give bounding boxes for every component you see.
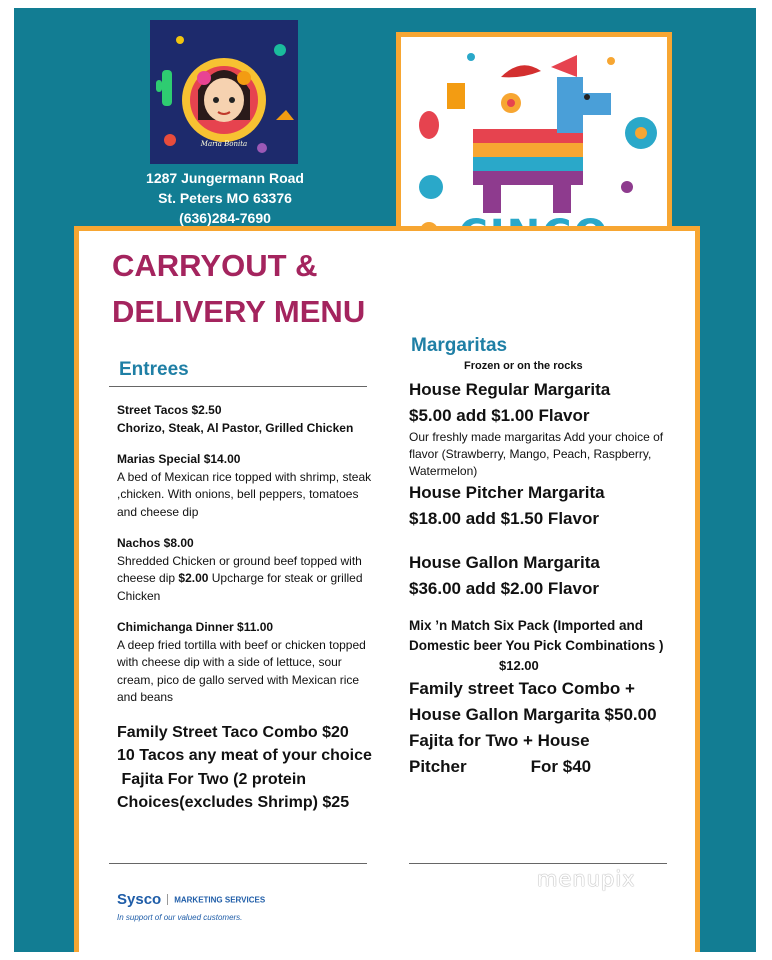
item-desc: Chorizo, Steak, Al Pastor, Grilled Chicken [117,420,354,435]
house-gallon-price: $36.00 add $2.00 Flavor [409,579,599,598]
sysco-branding [117,891,265,922]
title-line-2: DELIVERY MENU [112,294,366,329]
restaurant-address [125,168,325,228]
family-combo: Family street Taco Combo + House Gallon Margarita $50.00 [409,679,657,724]
six-pack-price: $12.00 [499,658,539,673]
fajita-pitcher-price: For $40 [530,757,592,776]
item-name: Nachos $8.00 [117,536,194,550]
fajita-pitcher-line-1: Fajita for Two + House [409,731,590,750]
margaritas-heading: Margaritas [411,335,508,356]
left-divider [109,863,367,864]
item-desc-part: Upcharge for steak or grilled Chicken [117,571,363,603]
fajita-pitcher-line-2 [409,754,689,780]
divider [167,894,168,905]
item-desc [117,553,377,606]
house-pitcher-name: House Pitcher Margarita [409,483,605,502]
restaurant-logo [150,20,298,164]
item-desc-upcharge: $2.00 [178,571,209,585]
item-desc: A bed of Mexican rice topped with shrimp, steak ,chicken. With onions, bell peppers, tomatoes and cheese dip [117,469,372,519]
item-name: Street Tacos $2.50 [117,403,222,417]
menu-card [74,226,700,952]
item-desc-part: Shredded Chicken or ground beef topped with cheese dip [117,553,362,585]
menu-item-chimichanga [117,619,377,707]
item-desc: A deep fried tortilla with beef or chicken topped with cheese dip with a side of lettuce, sour cream, pico de gallo served with Mexican rice and beans [117,637,366,704]
entrees-divider [109,386,367,387]
house-gallon-name: House Gallon Margarita [409,553,600,572]
entrees-list [117,402,377,815]
house-regular-desc: Our freshly made margaritas Add your choice of flavor (Strawberry, Mango, Peach, Raspberry, Watermelon) [409,430,664,478]
combo-line: 10 Tacos any meat of your choice [117,747,372,764]
sysco-tagline: In support of our valued customers. [117,913,243,922]
house-regular-name: House Regular Margarita [409,380,611,399]
margaritas-subtitle: Frozen or on the rocks [464,360,583,372]
title-line-1: CARRYOUT & [112,248,318,283]
right-divider [409,863,667,864]
combo-specials [117,721,377,815]
combo-line: Family Street Taco Combo $20 [117,723,349,741]
page-title [112,243,365,335]
margaritas-list [409,377,689,780]
address-phone: (636)284-7690 [179,210,271,226]
house-pitcher-price: $18.00 add $1.50 Flavor [409,509,599,528]
address-street: 1287 Jungermann Road [146,170,304,186]
house-regular-price: $5.00 add $1.00 Flavor [409,406,590,425]
menu-item-street-tacos [117,402,377,437]
six-pack-desc: Mix ’n Match Six Pack (Imported and Domestic beer You Pick Combinations ) [409,618,664,653]
entrees-heading: Entrees [119,359,189,380]
item-name: Marias Special $14.00 [117,452,241,466]
menu-item-marias-special [117,451,377,521]
menu-item-nachos [117,535,377,605]
combo-line: Fajita For Two (2 protein Choices(excludes Shrimp) $25 [117,770,350,811]
address-city: St. Peters MO 63376 [158,190,292,206]
menupix-watermark: menupix [537,867,636,891]
sysco-label: MARKETING SERVICES [174,895,266,905]
item-name: Chimichanga Dinner $11.00 [117,620,274,634]
svg-text:Maria Bonita: Maria Bonita [200,140,248,148]
fajita-pitcher-label: Pitcher [409,757,467,776]
sysco-logo: Sysco [117,891,162,908]
